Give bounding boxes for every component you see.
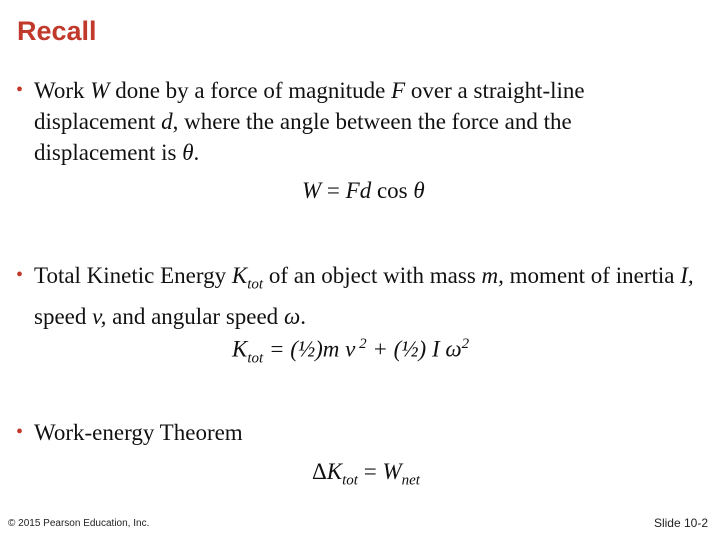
formula-sup: 2 [355, 336, 367, 352]
bullet-text: done by a force of magnitude [109, 78, 392, 103]
symbol-v: v, [92, 303, 107, 329]
symbol-theta: θ [182, 140, 194, 165]
formula-sub-tot: tot [247, 350, 264, 367]
formula-sub-tot: tot [342, 472, 358, 489]
formula-fd: Fd [345, 178, 372, 203]
copyright-notice: © 2015 Pearson Education, Inc. [8, 518, 150, 529]
bullet-text: of an object with mass [263, 263, 482, 288]
bullet-work-energy-theorem [16, 417, 696, 448]
formula-eq: = [357, 459, 383, 484]
slide-title: Recall [17, 16, 97, 46]
bullet-text: Work [34, 78, 91, 103]
symbol-m: m, [481, 263, 504, 288]
bullet-text: speed [34, 303, 93, 329]
formula-sup: 2 [461, 336, 470, 352]
bullet-text: Total Kinetic Energy [34, 263, 232, 288]
bullet-text: Work-energy Theorem [34, 420, 243, 445]
symbol-K: K [231, 263, 248, 288]
bullet-text: . [193, 140, 200, 165]
bullet-marker: • [16, 79, 24, 101]
bullet-marker: • [16, 264, 24, 286]
bullet-marker: • [16, 421, 24, 443]
formula-eq: = [321, 178, 346, 203]
bullet-text: . [300, 303, 306, 329]
formula-W: W [382, 459, 402, 484]
bullet-kinetic-energy [16, 260, 706, 332]
formula-lhs: W [302, 178, 322, 203]
formula-delta: Δ [312, 459, 327, 484]
formula-K: K [326, 459, 343, 484]
bullet-text: and angular speed [106, 303, 284, 329]
formula-mv: m v [322, 336, 356, 362]
bullet-text: , where the angle between the force and the displacement is [34, 109, 572, 165]
formula-work-energy [312, 459, 420, 490]
formula-kinetic-energy [232, 336, 469, 367]
symbol-F: F [391, 78, 406, 103]
formula-part: + (½) [366, 336, 432, 362]
bullet-work-definition [16, 75, 696, 168]
symbol-tot: tot [247, 276, 264, 293]
symbol-d: d [161, 109, 173, 134]
formula-part: = (½) [263, 336, 323, 362]
bullet-text: over a straight-line displacement [34, 78, 585, 134]
symbol-I: I, [680, 263, 694, 288]
slide-number: Slide 10-2 [653, 516, 708, 530]
formula-theta: θ [413, 178, 425, 203]
formula-I-omega: I ω [431, 336, 462, 362]
symbol-W: W [90, 78, 110, 103]
formula-cos: cos [371, 178, 414, 203]
formula-K: K [232, 336, 248, 362]
bullet-text: moment of inertia [503, 263, 681, 288]
symbol-omega: ω [283, 303, 301, 329]
formula-work [302, 178, 425, 204]
formula-sub-net: net [401, 472, 420, 489]
